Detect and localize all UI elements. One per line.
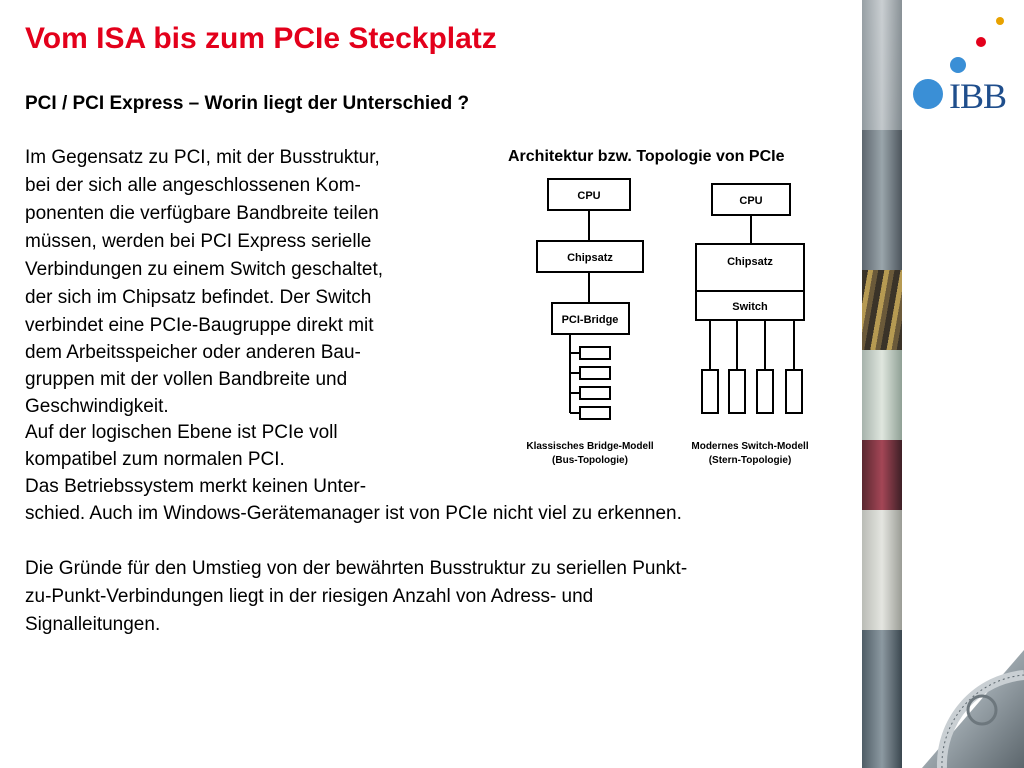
topology-diagram	[500, 138, 850, 473]
body-line: Im Gegensatz zu PCI, mit der Busstruktur,	[25, 147, 380, 168]
slide-title: Vom ISA bis zum PCIe Steckplatz	[25, 22, 497, 55]
body-line: ponenten die verfügbare Bandbreite teilen	[25, 203, 379, 224]
right-device-box	[786, 370, 802, 413]
body-line: gruppen mit der vollen Bandbreite und	[25, 369, 348, 390]
left-caption-1: Klassisches Bridge-Modell	[526, 441, 654, 452]
bridge-model	[537, 179, 643, 419]
right-device-box	[729, 370, 745, 413]
left-caption-2: (Bus-Topologie)	[552, 455, 628, 466]
left-device-box	[580, 387, 610, 399]
right-device-box	[757, 370, 773, 413]
body-line: Das Betriebssystem merkt keinen Unter-	[25, 476, 367, 497]
logo-dot-blue-small	[950, 57, 966, 73]
decorative-photo-strip	[862, 0, 902, 768]
body-line: der sich im Chipsatz befindet. Der Switch	[25, 287, 372, 308]
left-bridge-label: PCI-Bridge	[561, 314, 619, 326]
body-line: schied. Auch im Windows-Gerätemanager ist von PCIe nicht viel zu erkennen.	[25, 503, 682, 524]
left-device-box	[580, 407, 610, 419]
body-line: verbindet eine PCIe-Baugruppe direkt mit	[25, 315, 374, 336]
body-line: Auf der logischen Ebene ist PCIe voll	[25, 422, 338, 443]
ibb-logo	[902, 0, 1024, 130]
right-cpu-label: CPU	[739, 195, 763, 207]
body-line: dem Arbeitsspeicher oder anderen Bau-	[25, 342, 361, 363]
logo-text: IBB	[949, 76, 1007, 116]
decorative-graphic	[902, 560, 1024, 768]
left-device-box	[580, 367, 610, 379]
logo-dot-blue-large	[913, 79, 943, 109]
right-caption-2: (Stern-Topologie)	[708, 455, 792, 466]
switch-model	[696, 184, 804, 413]
left-device-box	[580, 347, 610, 359]
logo-dot-red	[976, 37, 986, 47]
body-line: kompatibel zum normalen PCI.	[25, 449, 285, 470]
body-line: Die Gründe für den Umstieg von der bewährten Busstruktur zu seriellen Punkt-	[25, 558, 688, 579]
body-line: Signalleitungen.	[25, 614, 161, 635]
right-switch-label: Switch	[732, 301, 768, 313]
body-line: Geschwindigkeit.	[25, 396, 169, 417]
right-device-box	[702, 370, 718, 413]
left-chipset-label: Chipsatz	[567, 252, 613, 264]
logo-dot-yellow	[996, 17, 1004, 25]
slide-subtitle: PCI / PCI Express – Worin liegt der Unterschied ?	[25, 93, 470, 114]
right-chipset-label: Chipsatz	[727, 256, 773, 268]
body-line: bei der sich alle angeschlossenen Kom-	[25, 175, 361, 196]
right-caption-1: Modernes Switch-Modell	[691, 441, 809, 452]
body-line: Verbindungen zu einem Switch geschaltet,	[25, 259, 384, 280]
body-line: zu-Punkt-Verbindungen liegt in der riesigen Anzahl von Adress- und	[25, 586, 594, 607]
body-line: müssen, werden bei PCI Express serielle	[25, 231, 372, 252]
diagram-heading: Architektur bzw. Topologie von PCIe	[508, 148, 785, 165]
left-cpu-label: CPU	[577, 190, 601, 202]
